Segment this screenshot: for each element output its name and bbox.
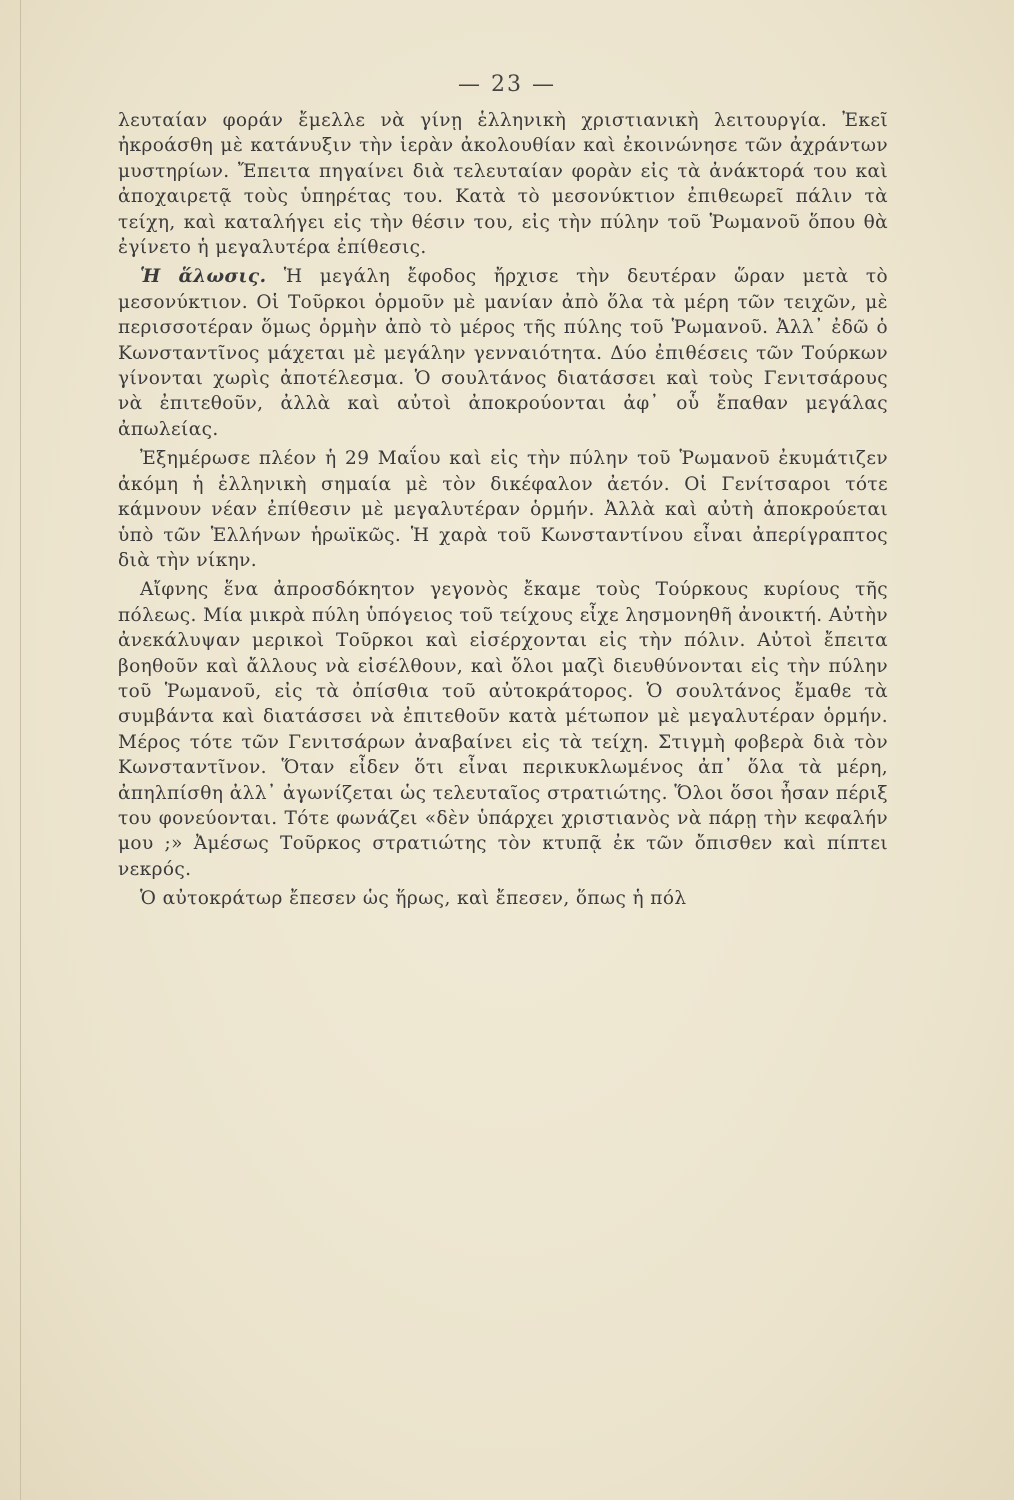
body-text bbox=[118, 108, 888, 912]
paragraph-2 bbox=[118, 264, 888, 442]
page-number: — 23 — bbox=[458, 72, 556, 97]
section-heading: Ἡ ἅλωσις. bbox=[140, 266, 267, 288]
paragraph-3: Ἐξημέρωσε πλέον ἡ 29 Μαΐου καὶ εἰς τὴν πύλην τοῦ Ῥωμανοῦ ἐκυμάτιζεν ἀκόμη ἡ ἑλληνικὴ σημαία μὲ τὸν δικέφαλον ἀετόν. Οἱ Γενίτσαροι τότε κάμνουν νέαν ἐπίθεσιν μὲ μεγαλυτέραν ὁρμήν. Ἀλλὰ καὶ αὐτὴ ἀποκρούεται ὑπὸ τῶν Ἑλλήνων ἡρωϊκῶς. Ἡ χαρὰ τοῦ Κωνσταντίνου εἶναι ἀπερίγραπτος διὰ τὴν νίκην. bbox=[118, 448, 888, 571]
page-edge-line bbox=[20, 0, 21, 1500]
paragraph-5: Ὁ αὐτοκράτωρ ἔπεσεν ὡς ἥρως, καὶ ἔπεσεν, ὅπως ἡ πόλ bbox=[140, 888, 687, 910]
paragraph-2-text: Ἡ μεγάλη ἔφοδος ἤρχισε τὴν δευτέραν ὥραν μετὰ τὸ μεσονύκτιον. Οἱ Τοῦρκοι ὁρμοῦν μὲ μανίαν ἀπὸ ὅλα τὰ μέρη τῶν τειχῶν, μὲ περισσοτέραν ὅμως ὁρμὴν ἀπὸ τὸ μέρος τῆς πύλης τοῦ Ῥωμανοῦ. Ἀλλ᾽ ἐδῶ ὁ Κωνσταντῖνος μάχεται μὲ μεγάλην γενναιότητα. Δύο ἐπιθέσεις τῶν Τούρκων γίνονται χωρὶς ἀποτέλεσμα. Ὁ σουλτάνος διατάσσει καὶ τοὺς Γενιτσάρους νὰ ἐπιτεθοῦν, ἀλλὰ καὶ αὐτοὶ ἀποκρούονται ἀφ᾽ οὗ ἔπαθαν μεγάλας ἀπωλείας. bbox=[118, 266, 889, 440]
paragraph-1: λευταίαν φοράν ἔμελλε νὰ γίνῃ ἑλληνικὴ χριστιανικὴ λειτουργία. Ἐκεῖ ἠκροάσθη μὲ κατάνυξιν τὴν ἱερὰν ἀκολουθίαν καὶ ἐκοινώνησε τῶν ἀχράντων μυστηρίων. Ἔπειτα πηγαίνει διὰ τελευταίαν φορὰν εἰς τὰ ἀνάκτορά του καὶ ἀποχαιρετᾷ τοὺς ὑπηρέτας του. Κατὰ τὸ μεσονύκτιον ἐπιθεωρεῖ πάλιν τὰ τείχη, καὶ καταλήγει εἰς τὴν θέσιν του, εἰς τὴν πύλην τοῦ Ῥωμανοῦ ὅπου θὰ ἐγίνετο ἡ μεγαλυτέρα ἐπίθεσις. bbox=[118, 110, 888, 259]
paragraph-4: Αἴφνης ἕνα ἀπροσδόκητον γεγονὸς ἔκαμε τοὺς Τούρκους κυρίους τῆς πόλεως. Μία μικρὰ πύλη ὑπόγειος τοῦ τείχους εἶχε λησμονηθῆ ἀνοικτή. Αὐτὴν ἀνεκάλυψαν μερικοὶ Τοῦρκοι καὶ εἰσέρχονται εἰς τὴν πόλιν. Αὐτοὶ ἔπειτα βοηθοῦν καὶ ἄλλους νὰ εἰσέλθουν, καὶ ὅλοι μαζὶ διευθύνονται εἰς τὴν πύλην τοῦ Ῥωμανοῦ, εἰς τὰ ὀπίσθια τοῦ αὐτοκράτορος. Ὁ σουλτάνος ἔμαθε τὰ συμβάντα καὶ διατάσσει νὰ ἐπιτεθοῦν κατὰ μέτωπον μὲ μεγαλυτέραν ὁρμήν. Μέρος τότε τῶν Γενιτσάρων ἀναβαίνει εἰς τὰ τείχη. Στιγμὴ φοβερὰ διὰ τὸν Κωνσταντῖνον. Ὅταν εἶδεν ὅτι εἶναι περικυκλωμένος ἀπ᾽ ὅλα τὰ μέρη, ἀπηλπίσθη ἀλλ᾽ ἀγωνίζεται ὡς τελευταῖος στρατιώτης. Ὅλοι ὅσοι ἦσαν πέριξ του φονεύονται. Τότε φωνάζει «δὲν ὑπάρχει χριστιανὸς νὰ πάρῃ τὴν κεφαλήν μου ;» Ἀμέσως Τοῦρκος στρατιώτης τὸν κτυπᾷ ἐκ τῶν ὄπισθεν καὶ πίπτει νεκρός. bbox=[118, 579, 888, 880]
